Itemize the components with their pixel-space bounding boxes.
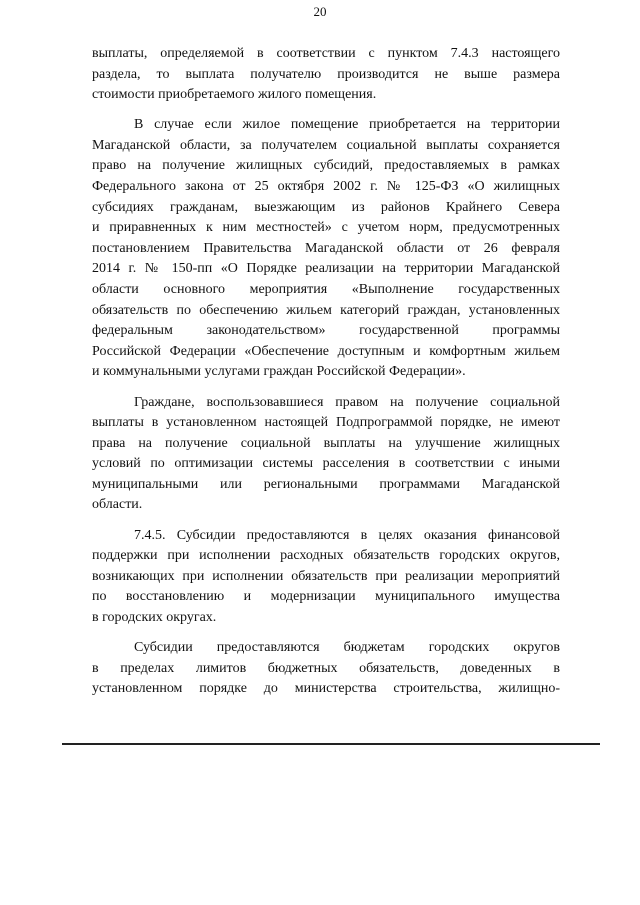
text-line: Субсидии предоставляются бюджетам городских округов xyxy=(134,640,560,656)
text-line: стоимости приобретаемого жилого помещения. xyxy=(92,87,377,103)
text-line: постановлением Правительства Магаданской области от 26 февраля xyxy=(92,240,560,256)
text-line: раздела, то выплата получателю производится не выше размера xyxy=(92,66,560,82)
text-line: право на получение жилищных субсидий, предоставляемых в рамках xyxy=(92,158,560,174)
text-line: Граждане, воспользовавшиеся правом на получение социальной xyxy=(134,394,560,410)
text-line: поддержки при исполнении расходных обязательств городских округов, xyxy=(92,548,560,564)
page-number: 20 xyxy=(313,4,327,19)
paragraph-7-4-5 xyxy=(92,526,560,629)
page-divider-line xyxy=(62,743,600,745)
text-line: и приравненных к ним местностей» с учетом норм, предусмотренных xyxy=(92,220,560,236)
paragraph-subsidies-budgets xyxy=(92,638,560,700)
text-line: Российской Федерации «Обеспечение доступным и комфортным жильем xyxy=(92,343,560,359)
text-line: В случае если жилое помещение приобретается на территории xyxy=(134,117,560,133)
text-line: обязательств по обеспечению жильем категорий граждан, установленных xyxy=(92,302,560,318)
text-line: 7.4.5. Субсидии предоставляются в целях оказания финансовой xyxy=(134,527,560,543)
text-line: возникающих при исполнении обязательств при реализации мероприятий xyxy=(92,568,560,584)
text-line: федеральным законодательством» государственной программы xyxy=(92,323,560,339)
document-body xyxy=(92,44,560,700)
text-line: в пределах лимитов бюджетных обязательств, доведенных в xyxy=(92,660,560,676)
text-line: выплаты, определяемой в соответствии с пунктом 7.4.3 настоящего xyxy=(92,46,560,61)
paragraph-continuation xyxy=(92,44,560,106)
text-line: права на получение социальной выплаты на улучшение жилищных xyxy=(92,435,560,451)
text-line: по восстановлению и модернизации муниципального имущества xyxy=(92,589,560,605)
text-line: Магаданской области, за получателем социальной выплаты сохраняется xyxy=(92,137,560,153)
text-line: и коммунальными услугами граждан Российской Федерации». xyxy=(92,364,466,380)
text-line: субсидиях гражданам, выезжающим из районов Крайнего Севера xyxy=(92,199,560,215)
text-line: Федерального закона от 25 октября 2002 г. № 125-ФЗ «О жилищных xyxy=(92,179,560,195)
text-line: муниципальными или региональными программами Магаданской xyxy=(92,476,560,492)
text-line: установленном порядке до министерства строительства, жилищно- xyxy=(92,681,560,697)
text-line: 2014 г. № 150-пп «О Порядке реализации на территории Магаданской xyxy=(92,261,560,277)
text-line: области. xyxy=(92,497,143,513)
paragraph-housing-subsidies xyxy=(92,115,560,383)
text-line: условий по оптимизации системы расселения в соответствии с иными xyxy=(92,456,560,472)
text-line: области основного мероприятия «Выполнение государственных xyxy=(92,282,560,298)
text-line: выплаты в установленном настоящей Подпрограммой порядке, не имеют xyxy=(92,415,560,431)
text-line: в городских округах. xyxy=(92,609,217,625)
paragraph-citizens-rights xyxy=(92,393,560,517)
